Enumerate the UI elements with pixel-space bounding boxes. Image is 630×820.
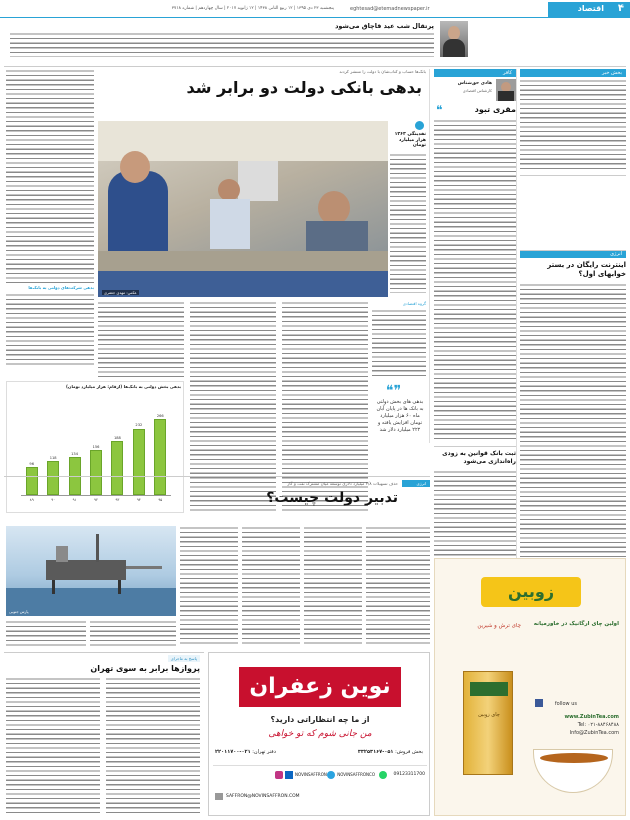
saffron-ad[interactable] [208,652,430,816]
tea-slogan: اولین چای ارگانیک در خاورمیانه [533,621,619,627]
quote-mark-icon: ❝ [436,103,443,117]
chart-category-label: ۹۱ [72,498,77,502]
saffron-brand: نوین زعفران [249,674,391,699]
brief-col-2 [106,677,200,813]
saffron-office-number[interactable]: ۰۲۱-۲۲۰۱۱۷۰۰ [215,749,251,755]
column-body [434,119,516,441]
bank-story-headline[interactable]: ثبت بانک قوانین به زودی راه‌اندازی می‌شود [442,450,516,465]
news-briefs [520,79,626,171]
chart-category-label: ۸۹ [29,498,34,502]
lead-kicker: بانک‌ها حساب و کتاب‌شان با دولت را منتشر کردند [339,69,426,74]
lead-byline: گروه اقتصادی [402,301,426,306]
chart-category-label: ۹۳ [115,498,120,502]
energy-col-1 [6,620,86,646]
saffron-office-label: دفتر تهران: [252,749,276,755]
energy-col-5 [304,526,362,646]
brief-tag: پاسخ به ماجرای [168,655,200,662]
oil-platform-photo [6,526,176,616]
quote-icon: ❝❞ [386,383,402,399]
saffron-tagline-2: من جانی شوم که تو خواهی [268,729,372,739]
energy-col-4 [242,526,300,646]
tea-follow: follow us [554,701,577,707]
lead-left-text [6,69,94,283]
energy-headline[interactable]: تدبیر دولت چیست؟ [266,490,398,506]
tea-box [463,671,513,775]
lead-body-col-4 [372,309,426,379]
section-badge [548,2,630,17]
op-title[interactable]: اینترنت رایگان در بستر خوابهای اول؟ [547,261,626,278]
photo-caption: عکس: مهدی جعفری [104,290,137,295]
section-email[interactable]: eghtesad@etemadnewspaper.ir [350,6,430,12]
chart-value-label: 266 [156,413,164,418]
chart-value-label: 232 [135,423,143,428]
author-role: کارشناس اقتصادی [462,88,492,93]
energy-col-6 [366,526,430,646]
saffron-social-2[interactable]: NOVINSAFFRONCO [337,772,375,777]
top-story [6,21,468,63]
lead-left-subhead: بدهی شرکت‌های دولتی به بانک‌ها [28,285,94,290]
saffron-social-1[interactable]: NOVINSAFFRON [295,772,327,777]
dateline: پنجشنبه ۲۳ دی ۱۳۹۵ | ۱۲ ربیع الثانی ۱۴۳۸ | ۱۲ ژانویه ۲۰۱۷ | سال چهاردهم | شماره ۳۷۱۸ [171,6,334,11]
tea-box-label: چای زوبین [478,712,500,718]
pull-quote-text: بدهی های بخش دولتی به بانک ها در پایان آبان ماه ۶۰ هزار میلیارد تومان افزایش یافته و ۲۲۲ میلیارد دلار شد [376,399,424,433]
tea-cup [533,749,613,793]
author-name: هادی حق‌شناس [457,81,492,86]
chart-category-label: ۹۲ [94,498,98,502]
linkedin-icon [285,771,293,779]
saffron-email[interactable]: SAFFRON@NOVINSAFFRON.COM [226,794,300,799]
section-title: اقتصاد [577,4,604,13]
side-box [390,121,426,297]
top-story-photo [440,21,468,57]
facebook-icon[interactable] [535,699,543,707]
tea-brand: زوبین [507,582,555,601]
email-icon [215,793,223,800]
side-box-icon [415,121,424,130]
energy-story [6,480,430,648]
chart-title: بدهی بخش دولتی به بانک‌ها (ارقام: هزار میلیارد تومان) [65,384,181,389]
telegram-icon [327,771,335,779]
energy-col-3 [180,526,238,646]
page-number: ۴ [617,3,624,14]
top-story-headline[interactable]: پرتقال شب عید قاچاق می‌شود [335,22,434,30]
saffron-phone[interactable]: 09123311700 [393,772,425,777]
op-tag: انرژی [520,250,626,258]
lead-left-text-2 [6,293,94,365]
energy-col-2 [90,620,176,646]
top-story-text [10,32,434,57]
energy-kicker: حذف تسهیلات ۴/۸ میلیارد دلاری توسعه میان مشترک نفت و گاز [287,481,398,486]
chart-category-label: ۹۰ [51,498,56,502]
instagram-icon [275,771,283,779]
page-header [0,0,630,18]
brief-headline[interactable]: پروازها برابر به سوی تهران [90,664,200,673]
whatsapp-icon [379,771,387,779]
column-title[interactable]: مقری تبود [474,105,516,114]
saffron-office [215,749,276,755]
lead-headline[interactable]: بدهی بانکی دولت دو برابر شد [186,78,422,97]
saffron-sales-number[interactable]: ۰۵۱-۳۳۲۵۳۱۶۷ [357,749,394,755]
saffron-contact-bar [213,765,427,813]
chart-category-label: ۹۴ [136,498,141,502]
chart-value-label: 96 [29,462,34,467]
brief-story [6,655,200,815]
lead-body-col-1 [98,301,184,377]
saffron-tagline: از ما چه انتظاراتی دارید؟ [270,715,370,724]
energy-photo-caption: پارس جنوبی [9,609,29,614]
tea-phone[interactable]: Tel: ۰۲۱-۸۸۴۶۸۴۸۸ [577,722,619,728]
tea-website[interactable]: www.ZubinTea.com [564,714,619,720]
column-tag: کافر [434,69,516,77]
right-column-tag: بخش خبر [520,69,626,77]
chart-value-label: 188 [113,436,121,441]
side-box-title: نقدینگی ۱۲۶۳ هزار میلیارد تومان [394,132,426,149]
chart-value-label: 134 [71,451,78,456]
tea-ad[interactable] [434,558,626,816]
brief-col-1 [6,677,100,813]
author-photo [496,79,516,101]
column [434,69,516,443]
saffron-sales [358,749,423,755]
saffron-logo [239,667,401,707]
tea-info[interactable]: Info@ZubinTea.com [569,730,619,736]
side-box-body [390,153,426,293]
chart-value-label: 118 [49,456,57,461]
chart-value-label: 156 [92,445,100,450]
energy-tag: انرژی [402,480,430,487]
chart-category-label: ۹۵ [158,498,163,502]
saffron-sales-label: بخش فروش: [395,749,423,755]
tea-sub: چای ترش و شیرین [477,623,521,629]
tea-logo [481,577,581,607]
lead-photo [98,121,388,297]
